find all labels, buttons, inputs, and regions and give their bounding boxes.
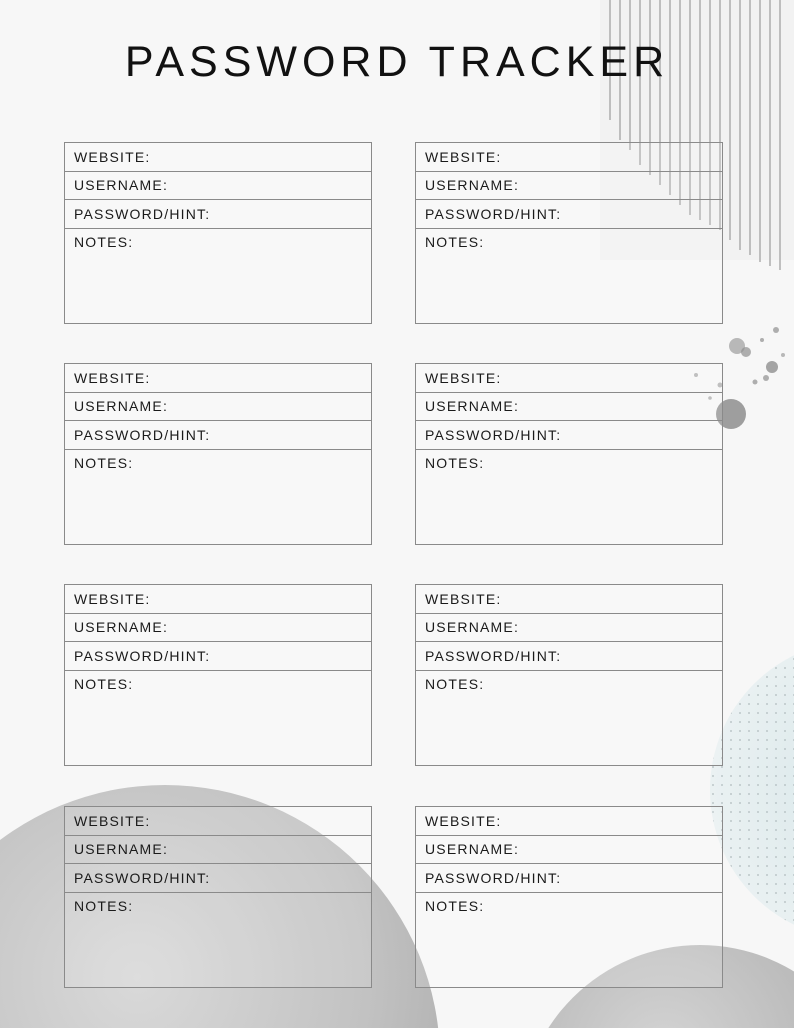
username-label: USERNAME:: [74, 177, 169, 194]
username-label: USERNAME:: [425, 841, 520, 858]
notes-area[interactable]: [65, 893, 371, 916]
website-row[interactable]: [416, 143, 722, 172]
website-label: WEBSITE:: [74, 369, 151, 386]
website-label: WEBSITE:: [425, 369, 502, 386]
notes-area[interactable]: [65, 671, 371, 694]
password-hint-label: PASSWORD/HINT:: [425, 647, 562, 664]
username-label: USERNAME:: [74, 619, 169, 636]
username-label: USERNAME:: [74, 398, 169, 415]
password-hint-row[interactable]: [416, 421, 722, 450]
notes-label: NOTES:: [425, 454, 485, 471]
username-row[interactable]: [416, 393, 722, 422]
password-entry-card: [64, 584, 372, 766]
password-hint-label: PASSWORD/HINT:: [425, 205, 562, 222]
password-hint-row[interactable]: [65, 642, 371, 671]
website-row[interactable]: [65, 364, 371, 393]
password-entry-card: [64, 142, 372, 324]
website-row[interactable]: [416, 585, 722, 614]
password-entry-card: [64, 363, 372, 545]
username-row[interactable]: [416, 172, 722, 201]
password-entry-card: [415, 806, 723, 988]
website-label: WEBSITE:: [425, 590, 502, 607]
notes-label: NOTES:: [74, 897, 134, 914]
password-entry-card: [415, 363, 723, 545]
notes-area[interactable]: [416, 671, 722, 694]
username-row[interactable]: [416, 836, 722, 865]
password-hint-row[interactable]: [416, 642, 722, 671]
notes-label: NOTES:: [74, 454, 134, 471]
password-hint-row[interactable]: [65, 864, 371, 893]
username-label: USERNAME:: [425, 619, 520, 636]
notes-label: NOTES:: [425, 897, 485, 914]
notes-label: NOTES:: [425, 675, 485, 692]
website-label: WEBSITE:: [74, 812, 151, 829]
notes-label: NOTES:: [425, 233, 485, 250]
password-hint-label: PASSWORD/HINT:: [425, 426, 562, 443]
website-row[interactable]: [65, 807, 371, 836]
password-hint-row[interactable]: [416, 864, 722, 893]
website-row[interactable]: [65, 585, 371, 614]
password-entry-card: [415, 142, 723, 324]
password-hint-label: PASSWORD/HINT:: [74, 647, 211, 664]
notes-label: NOTES:: [74, 675, 134, 692]
password-hint-row[interactable]: [65, 421, 371, 450]
notes-area[interactable]: [416, 450, 722, 473]
website-label: WEBSITE:: [425, 148, 502, 165]
username-label: USERNAME:: [74, 841, 169, 858]
username-row[interactable]: [416, 614, 722, 643]
password-hint-label: PASSWORD/HINT:: [74, 205, 211, 222]
website-label: WEBSITE:: [74, 590, 151, 607]
notes-label: NOTES:: [74, 233, 134, 250]
page-title: PASSWORD TRACKER: [124, 38, 670, 86]
notes-area[interactable]: [416, 229, 722, 252]
password-hint-label: PASSWORD/HINT:: [74, 426, 211, 443]
password-entry-card: [64, 806, 372, 988]
username-row[interactable]: [65, 172, 371, 201]
website-row[interactable]: [65, 143, 371, 172]
website-row[interactable]: [416, 364, 722, 393]
password-hint-label: PASSWORD/HINT:: [425, 869, 562, 886]
notes-area[interactable]: [65, 229, 371, 252]
password-entry-card: [415, 584, 723, 766]
password-hint-label: PASSWORD/HINT:: [74, 869, 211, 886]
username-row[interactable]: [65, 836, 371, 865]
username-label: USERNAME:: [425, 177, 520, 194]
notes-area[interactable]: [65, 450, 371, 473]
username-row[interactable]: [65, 614, 371, 643]
password-hint-row[interactable]: [65, 200, 371, 229]
website-label: WEBSITE:: [74, 148, 151, 165]
username-row[interactable]: [65, 393, 371, 422]
notes-area[interactable]: [416, 893, 722, 916]
website-row[interactable]: [416, 807, 722, 836]
username-label: USERNAME:: [425, 398, 520, 415]
password-hint-row[interactable]: [416, 200, 722, 229]
website-label: WEBSITE:: [425, 812, 502, 829]
